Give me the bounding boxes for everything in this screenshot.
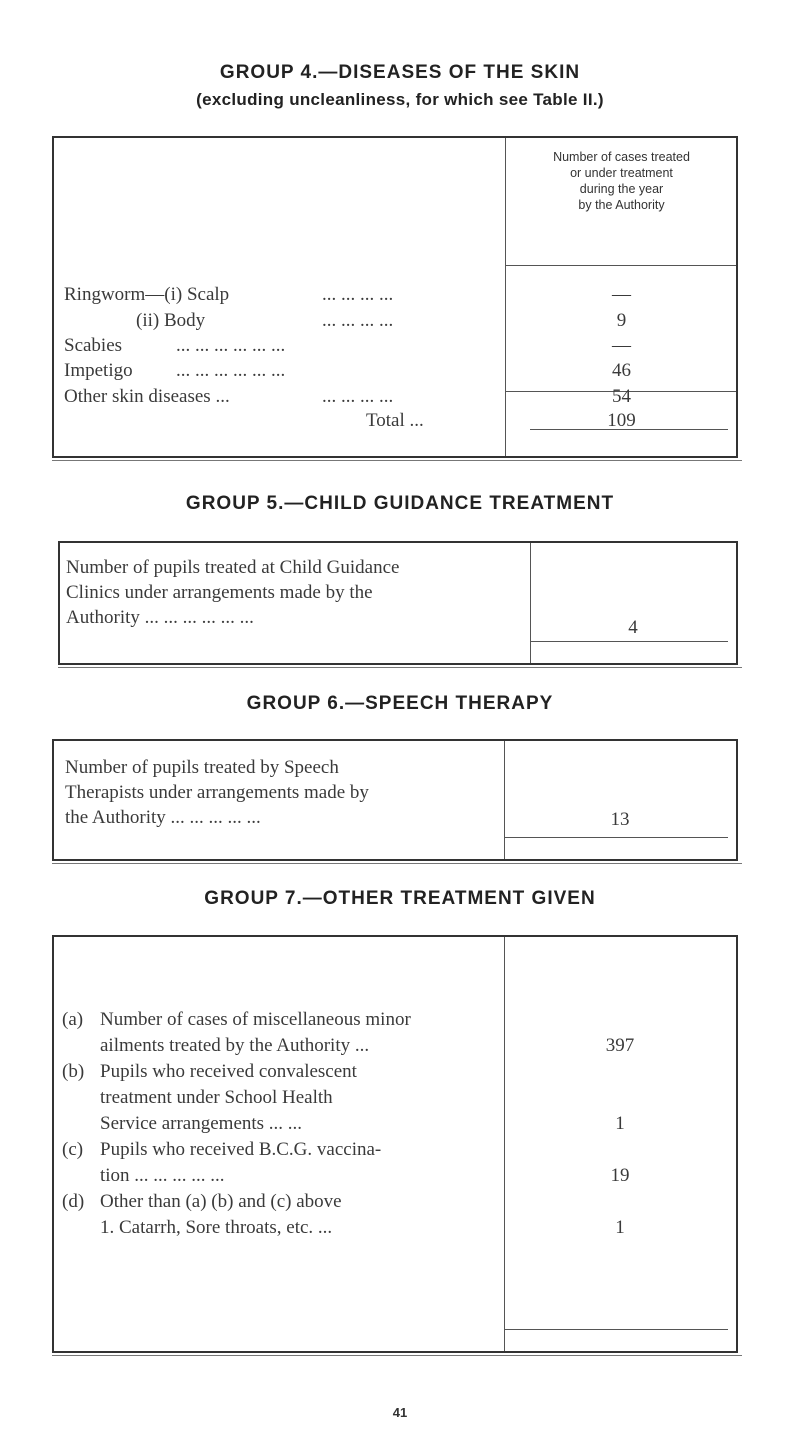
row-other-skin-label: Other skin diseases ... xyxy=(64,386,230,407)
item-d-line-2: 1. Catarrh, Sore throats, etc. ... xyxy=(100,1217,333,1238)
group6-title: GROUP 6.—SPEECH THERAPY xyxy=(246,693,554,714)
group6-line-3: the Authority ... ... ... ... ... xyxy=(65,807,261,828)
group5-line-2: Clinics under arrangements made by the xyxy=(66,582,373,603)
item-c-line-2: tion ... ... ... ... ... xyxy=(100,1165,225,1186)
page-number: 41 xyxy=(392,1405,408,1420)
group5-table xyxy=(58,541,738,665)
row-ringworm-scalp-value: — xyxy=(612,284,631,305)
group6-line-2: Therapists under arrangements made by xyxy=(65,782,369,803)
row-impetigo-label: Impetigo xyxy=(64,360,133,381)
item-b-line-3: Service arrangements ... ... xyxy=(100,1113,303,1134)
item-b-value: 1 xyxy=(615,1113,625,1134)
item-a-letter: (a) xyxy=(62,1009,84,1030)
row-impetigo-value: 46 xyxy=(612,360,631,381)
item-c-letter: (c) xyxy=(62,1139,84,1160)
item-a-line-1: Number of cases of miscellaneous minor xyxy=(100,1009,411,1030)
group7-table xyxy=(52,935,738,1353)
item-c-value: 19 xyxy=(610,1165,630,1186)
row-scabies-label: Scabies xyxy=(64,335,123,356)
group5-line-1: Number of pupils treated at Child Guidance xyxy=(66,557,400,578)
item-c-line-1: Pupils who received B.C.G. vaccina- xyxy=(100,1139,382,1160)
group4-column-header: Number of cases treated or under treatment during the year by the Authority xyxy=(553,150,690,212)
row-impetigo-leader: ... ... ... ... ... ... xyxy=(176,360,286,381)
item-b-line-2: treatment under School Health xyxy=(100,1087,333,1108)
row-scabies-leader: ... ... ... ... ... ... xyxy=(176,335,286,356)
row-ringworm-body-leader: ... ... ... ... xyxy=(322,310,394,331)
item-d-value: 1 xyxy=(615,1217,625,1238)
row-ringworm-body-label: (ii) Body xyxy=(136,310,206,331)
row-other-skin-value: 54 xyxy=(612,386,631,407)
group7-title: GROUP 7.—OTHER TREATMENT GIVEN xyxy=(204,888,596,909)
group4-title: GROUP 4.—DISEASES OF THE SKIN xyxy=(219,62,581,83)
item-d-line-1: Other than (a) (b) and (c) above xyxy=(100,1191,342,1212)
group5-line-3: Authority ... ... ... ... ... ... xyxy=(66,607,254,628)
group4-total-value: 109 xyxy=(607,410,636,431)
group4-subtitle: (excluding uncleanliness, for which see Table II.) xyxy=(196,90,604,109)
row-ringworm-body-value: 9 xyxy=(616,310,627,331)
group6-line-1: Number of pupils treated by Speech xyxy=(65,757,339,778)
group5-value: 4 xyxy=(628,617,638,638)
group5-title: GROUP 5.—CHILD GUIDANCE TREATMENT xyxy=(185,493,615,514)
item-a-line-2: ailments treated by the Authority ... xyxy=(100,1035,370,1056)
group6-table xyxy=(52,739,738,861)
row-other-skin-leader: ... ... ... ... xyxy=(322,386,394,407)
item-a-value: 397 xyxy=(605,1035,635,1056)
item-b-line-1: Pupils who received convalescent xyxy=(100,1061,357,1082)
row-scabies-value: — xyxy=(612,335,631,356)
group6-value: 13 xyxy=(610,809,630,830)
row-ringworm-scalp-leader: ... ... ... ... xyxy=(322,284,394,305)
row-ringworm-scalp-label: Ringworm—(i) Scalp xyxy=(64,284,230,305)
item-b-letter: (b) xyxy=(62,1061,85,1082)
group4-table xyxy=(52,136,738,458)
group4-total-label: Total ... xyxy=(366,410,424,431)
item-d-letter: (d) xyxy=(62,1191,85,1212)
